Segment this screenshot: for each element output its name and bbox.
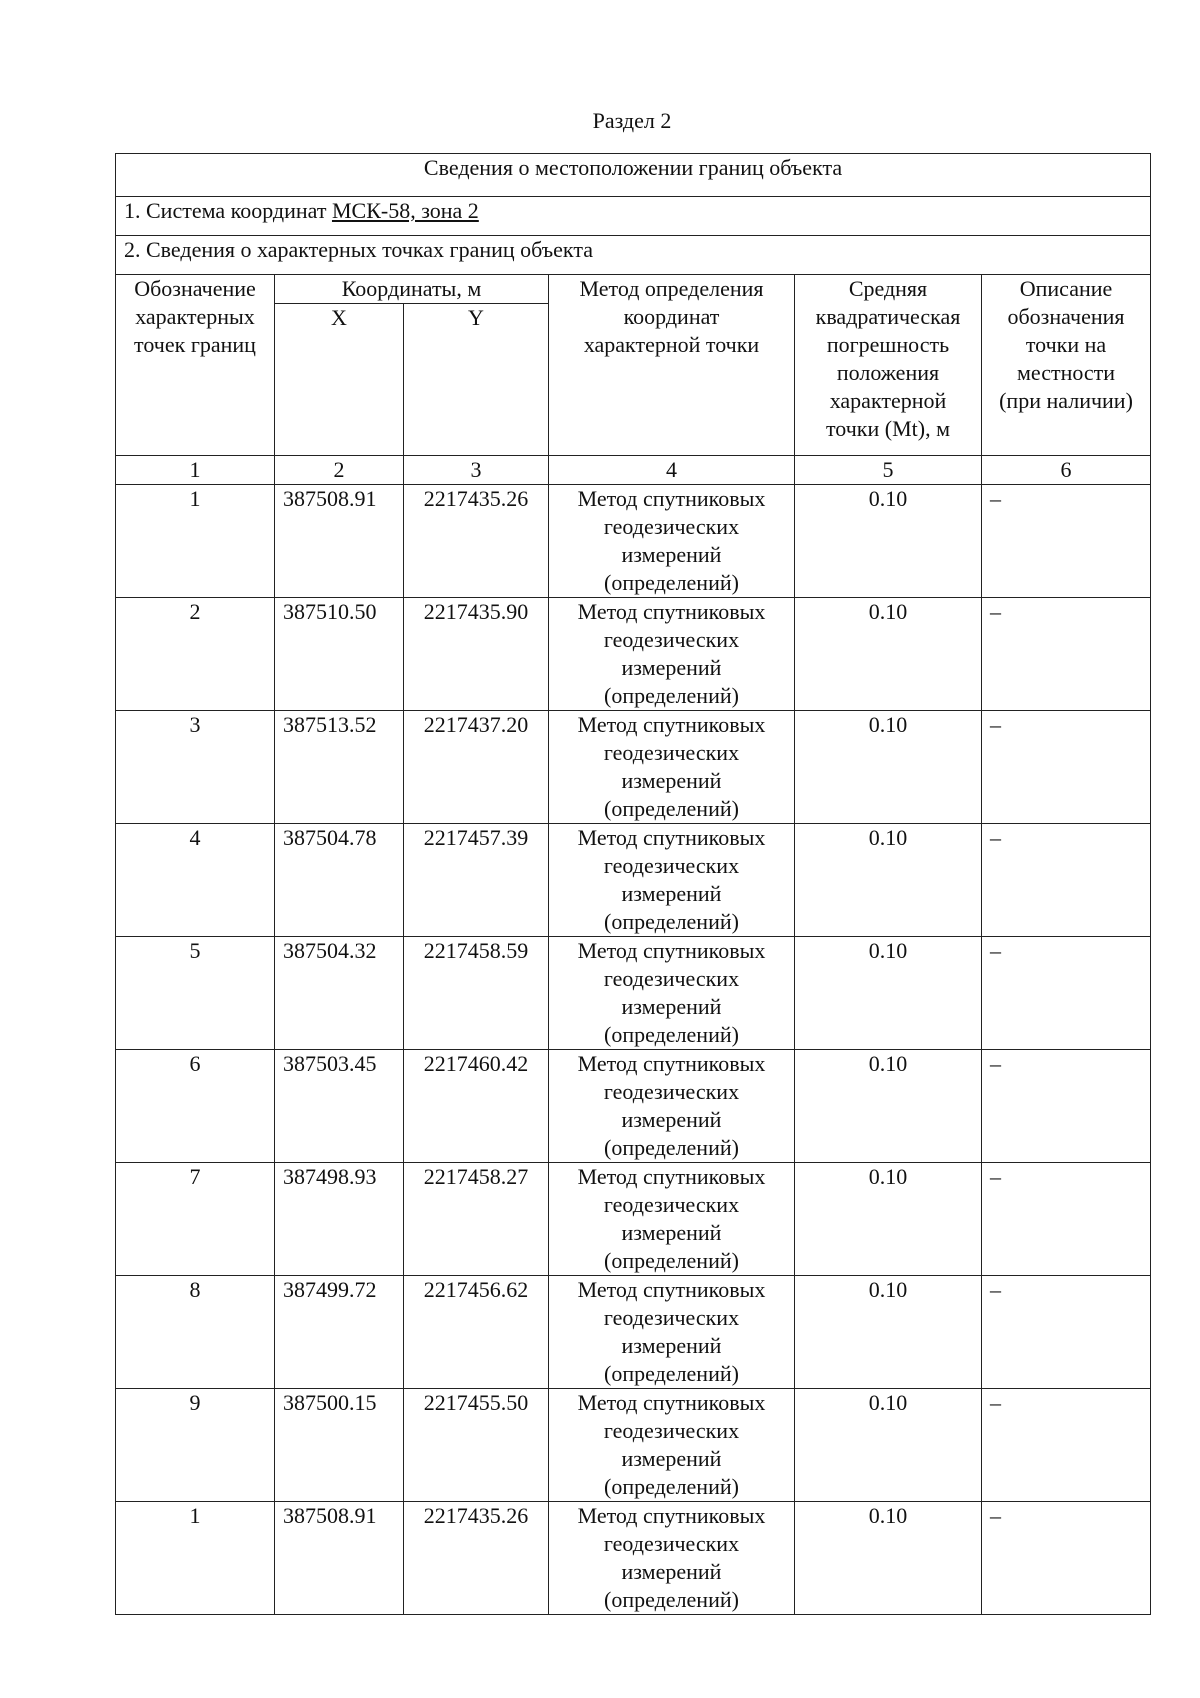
header-mean-error (795, 275, 982, 456)
header-point-designation (116, 275, 275, 456)
header-line: положения (836, 360, 940, 385)
method-line: (определений) (604, 683, 739, 708)
header-line: характерной точки (583, 332, 760, 357)
boundary-points-table (115, 153, 1151, 1615)
method-cell (549, 824, 795, 937)
point-number-cell: 6 (116, 1050, 275, 1163)
description-cell: – (982, 1163, 1151, 1276)
method-line: геодезических (603, 1192, 740, 1217)
table-row (116, 1502, 1151, 1615)
description-cell: – (982, 598, 1151, 711)
mean-error-cell: 0.10 (795, 1502, 982, 1615)
header-line: точек границ (134, 332, 256, 357)
y-coordinate-cell: 2217460.42 (404, 1050, 549, 1163)
method-line: Метод спутниковых (577, 1503, 766, 1528)
description-cell: – (982, 1050, 1151, 1163)
method-line: измерений (621, 994, 722, 1019)
points-heading: 2. Сведения о характерных точках границ объекта (116, 236, 1151, 275)
method-line: Метод спутниковых (577, 825, 766, 850)
method-line: измерений (621, 1559, 722, 1584)
header-line: (при наличии) (999, 388, 1133, 413)
mean-error-cell: 0.10 (795, 1050, 982, 1163)
method-line: геодезических (603, 627, 740, 652)
method-line: (определений) (604, 909, 739, 934)
header-line: характерных (135, 304, 255, 329)
column-number: 2 (275, 456, 404, 485)
method-line: геодезических (603, 1418, 740, 1443)
mean-error-cell: 0.10 (795, 1163, 982, 1276)
method-cell (549, 1276, 795, 1389)
point-number-cell: 5 (116, 937, 275, 1050)
table-row (116, 485, 1151, 598)
method-line: измерений (621, 881, 722, 906)
point-number-cell: 9 (116, 1389, 275, 1502)
method-line: Метод спутниковых (577, 599, 766, 624)
mean-error-cell: 0.10 (795, 1276, 982, 1389)
table-row (116, 598, 1151, 711)
method-line: измерений (621, 1333, 722, 1358)
x-coordinate-cell: 387499.72 (275, 1276, 404, 1389)
y-coordinate-cell: 2217457.39 (404, 824, 549, 937)
header-line: Метод определения (579, 276, 764, 301)
method-line: измерений (621, 1446, 722, 1471)
header-coordinates: Координаты, м (275, 275, 549, 304)
column-number: 6 (982, 456, 1151, 485)
table-row (116, 1276, 1151, 1389)
method-line: Метод спутниковых (577, 1277, 766, 1302)
x-coordinate-cell: 387504.78 (275, 824, 404, 937)
method-line: измерений (621, 768, 722, 793)
method-line: геодезических (603, 966, 740, 991)
method-cell (549, 937, 795, 1050)
method-line: Метод спутниковых (577, 938, 766, 963)
method-line: геодезических (603, 853, 740, 878)
method-line: измерений (621, 542, 722, 567)
y-coordinate-cell: 2217456.62 (404, 1276, 549, 1389)
mean-error-cell: 0.10 (795, 598, 982, 711)
header-description (982, 275, 1151, 456)
header-line: местности (1016, 360, 1116, 385)
description-cell: – (982, 1389, 1151, 1502)
method-cell (549, 711, 795, 824)
header-line: точки на (1025, 332, 1107, 357)
method-line: (определений) (604, 1248, 739, 1273)
x-coordinate-cell: 387508.91 (275, 485, 404, 598)
table-row (116, 1050, 1151, 1163)
mean-error-cell: 0.10 (795, 711, 982, 824)
table-title: Сведения о местоположении границ объекта (116, 154, 1151, 197)
header-line: погрешность (826, 332, 950, 357)
method-cell (549, 1163, 795, 1276)
mean-error-cell: 0.10 (795, 824, 982, 937)
table-row (116, 711, 1151, 824)
header-x: X (275, 304, 404, 456)
method-line: (определений) (604, 1587, 739, 1612)
method-line: (определений) (604, 570, 739, 595)
method-line: измерений (621, 655, 722, 680)
method-cell (549, 598, 795, 711)
method-line: Метод спутниковых (577, 1390, 766, 1415)
header-line: обозначения (1007, 304, 1125, 329)
description-cell: – (982, 485, 1151, 598)
description-cell: – (982, 824, 1151, 937)
method-line: измерений (621, 1220, 722, 1245)
x-coordinate-cell: 387510.50 (275, 598, 404, 711)
point-number-cell: 2 (116, 598, 275, 711)
method-cell (549, 1050, 795, 1163)
description-cell: – (982, 711, 1151, 824)
table-row (116, 937, 1151, 1050)
header-method (549, 275, 795, 456)
table-row (116, 1389, 1151, 1502)
y-coordinate-cell: 2217435.90 (404, 598, 549, 711)
y-coordinate-cell: 2217435.26 (404, 485, 549, 598)
method-line: (определений) (604, 1022, 739, 1047)
x-coordinate-cell: 387500.15 (275, 1389, 404, 1502)
method-line: геодезических (603, 740, 740, 765)
method-line: геодезических (603, 514, 740, 539)
method-line: геодезических (603, 1531, 740, 1556)
column-numbers-row (116, 456, 1151, 485)
point-number-cell: 3 (116, 711, 275, 824)
coord-system-line (116, 197, 1151, 236)
method-line: измерений (621, 1107, 722, 1132)
method-line: Метод спутниковых (577, 712, 766, 737)
x-coordinate-cell: 387508.91 (275, 1502, 404, 1615)
method-line: Метод спутниковых (577, 1164, 766, 1189)
table-row (116, 824, 1151, 937)
coord-system-prefix: 1. Система координат (124, 198, 332, 223)
description-cell: – (982, 937, 1151, 1050)
point-number-cell: 1 (116, 1502, 275, 1615)
y-coordinate-cell: 2217435.26 (404, 1502, 549, 1615)
header-line: точки (Mt), м (825, 416, 951, 441)
header-line: Средняя (848, 276, 928, 301)
header-line: Описание (1019, 276, 1113, 301)
header-y: Y (404, 304, 549, 456)
method-cell (549, 1502, 795, 1615)
column-number: 1 (116, 456, 275, 485)
point-number-cell: 4 (116, 824, 275, 937)
section-title: Раздел 2 (592, 108, 672, 133)
column-number: 4 (549, 456, 795, 485)
column-number: 3 (404, 456, 549, 485)
description-cell: – (982, 1502, 1151, 1615)
y-coordinate-cell: 2217458.27 (404, 1163, 549, 1276)
method-cell (549, 485, 795, 598)
x-coordinate-cell: 387503.45 (275, 1050, 404, 1163)
point-number-cell: 7 (116, 1163, 275, 1276)
method-line: (определений) (604, 1361, 739, 1386)
header-line: координат (623, 304, 720, 329)
y-coordinate-cell: 2217458.59 (404, 937, 549, 1050)
point-number-cell: 8 (116, 1276, 275, 1389)
method-cell (549, 1389, 795, 1502)
method-line: геодезических (603, 1079, 740, 1104)
table-row (116, 1163, 1151, 1276)
point-number-cell: 1 (116, 485, 275, 598)
header-line: квадратическая (815, 304, 961, 329)
method-line: геодезических (603, 1305, 740, 1330)
x-coordinate-cell: 387504.32 (275, 937, 404, 1050)
x-coordinate-cell: 387513.52 (275, 711, 404, 824)
y-coordinate-cell: 2217437.20 (404, 711, 549, 824)
y-coordinate-cell: 2217455.50 (404, 1389, 549, 1502)
method-line: Метод спутниковых (577, 486, 766, 511)
method-line: (определений) (604, 1474, 739, 1499)
header-line: характерной (829, 388, 947, 413)
mean-error-cell: 0.10 (795, 485, 982, 598)
mean-error-cell: 0.10 (795, 937, 982, 1050)
x-coordinate-cell: 387498.93 (275, 1163, 404, 1276)
column-number: 5 (795, 456, 982, 485)
header-line: Обозначение (134, 276, 256, 301)
coord-system-value: МСК-58, зона 2 (331, 198, 479, 223)
mean-error-cell: 0.10 (795, 1389, 982, 1502)
method-line: (определений) (604, 1135, 739, 1160)
method-line: (определений) (604, 796, 739, 821)
method-line: Метод спутниковых (577, 1051, 766, 1076)
description-cell: – (982, 1276, 1151, 1389)
